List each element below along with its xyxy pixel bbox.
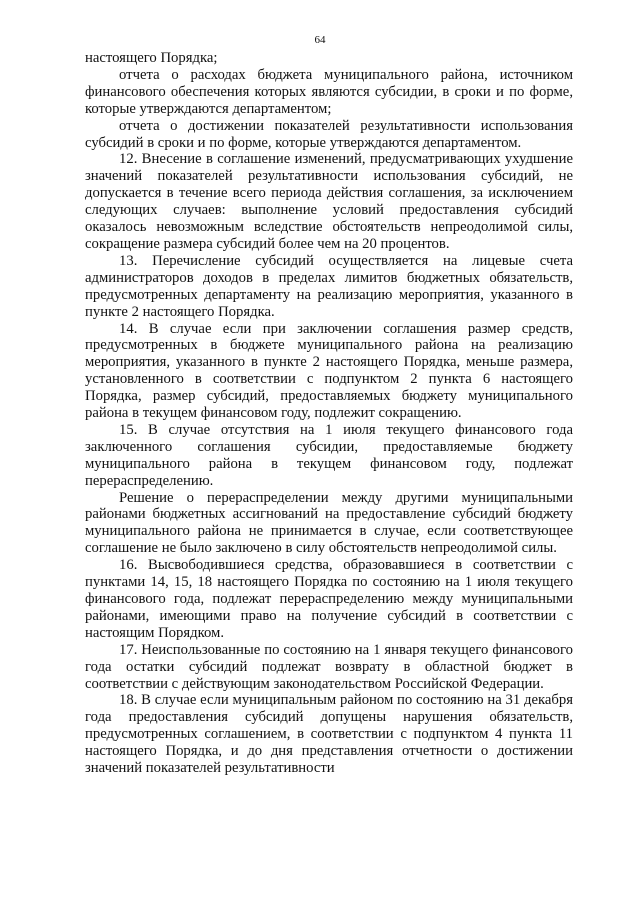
page-number: 64 xyxy=(314,34,326,46)
paragraph-clause-14: 14. В случае если при заключении соглашения размер средств, предусмотренных в бюджете муниципального района на реализацию мероприятия, указанного в пункте 2 настоящего Порядка, меньше размера, установленного в соответствии с подпунктом 2 пункта 6 настоящего Порядка, размер субсидий, предоставляемых бюджету муниципального района в текущем финансовом году, подлежит сокращению. xyxy=(85,320,573,422)
paragraph-clause-13: 13. Перечисление субсидий осуществляется на лицевые счета администраторов доходов в пределах лимитов бюджетных обязательств, предусмотренных департаменту на реализацию мероприятия, указанного в пункте 2 настоящего Порядка. xyxy=(85,252,573,320)
paragraph-continuation: настоящего Порядка; xyxy=(85,50,218,66)
paragraph-clause-15: 15. В случае отсутствия на 1 июля текущего финансового года заключенного соглашения субсидии, предоставляемые бюджету муниципального района в текущем финансовом году, подлежат перераспределению. xyxy=(85,421,573,489)
paragraph-expense-report: отчета о расходах бюджета муниципального района, источником финансового обеспечения которых являются субсидии, в сроки и по форме, которые утверждаются департаментом; xyxy=(85,66,573,117)
paragraph-clause-12: 12. Внесение в соглашение изменений, предусматривающих ухудшение значений показателей результативности использования субсидий, не допускается в течение всего периода действия соглашения, за исключением следующих случаев: выполнение условий предоставления субсидий оказалось невозможным вследствие обстоятельств непреодолимой силы, сокращение размера субсидий более чем на 20 процентов. xyxy=(85,151,573,252)
paragraph-redistribution-decision: Решение о перераспределении между другими муниципальными районами бюджетных ассигнований на предоставление субсидий бюджету муниципального района не принимается в случае, если соответствующее соглашение не было заключено в силу обстоятельств непреодолимой силы. xyxy=(85,489,573,557)
document-body xyxy=(85,50,573,777)
paragraph-clause-17: 17. Неиспользованные по состоянию на 1 января текущего финансового года остатки субсидий подлежат возврату в областной бюджет в соответствии с действующим законодательством Российской Федерации. xyxy=(85,641,573,692)
paragraph-clause-18: 18. В случае если муниципальным районом по состоянию на 31 декабря года предоставления субсидий допущены нарушения обязательств, предусмотренных соглашением, в соответствии с подпунктом 4 пункта 11 настоящего Порядка, и до дня представления отчетности о достижении значений показателей результативности xyxy=(85,692,573,777)
paragraph-performance-report: отчета о достижении показателей результативности использования субсидий в сроки и по форме, которые утверждаются департаментом. xyxy=(85,117,573,151)
paragraph-clause-16: 16. Высвободившиеся средства, образовавшиеся в соответствии с пунктами 14, 15, 18 настоящего Порядка по состоянию на 1 июля текущего финансового года, подлежат перераспределению между муниципальными районами, имеющими право на получение субсидий в соответствии с настоящим Порядком. xyxy=(85,557,573,641)
